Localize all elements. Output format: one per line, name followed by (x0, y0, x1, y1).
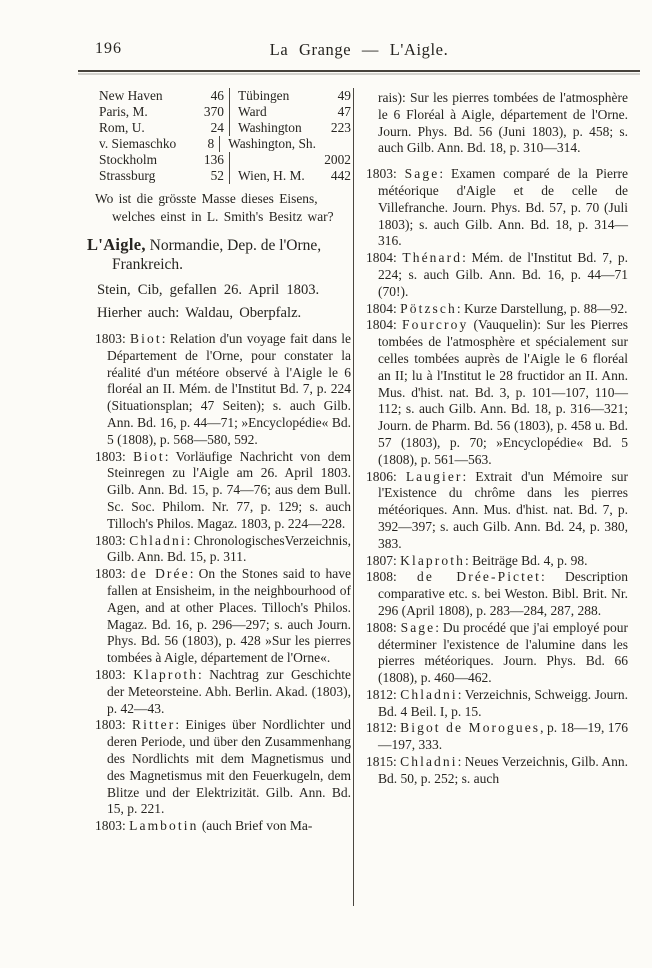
entry-text: Verzeichnis, Schweigg. Journ. Bd. 4 Beil. I, p. 15. (378, 686, 628, 719)
entry-author: de Drée-Pictet (417, 569, 541, 585)
entry-mid: : (439, 166, 451, 182)
entry-text: ChronologischesVerzeichnis, Gilb. Ann. Bd. 15, p. 311. (107, 532, 351, 565)
table-cell-name: Strassburg (99, 168, 156, 183)
table-row (95, 168, 351, 184)
entry-separator: : (122, 566, 131, 582)
table-cell-value: 442 (330, 168, 351, 183)
entry-text: p. 18—19, 176—197, 333. (378, 720, 628, 753)
entry-year: 1807 (366, 552, 393, 568)
table-cell-value (316, 136, 351, 152)
table-row (95, 120, 351, 136)
table-cell-name: v. Siemaschko (99, 136, 177, 151)
entry-author: Bigot de Morogues (400, 720, 541, 736)
entry-text: On the Stones said to have fallen at Ensisheim, in the neighbourhood of Agen, and at other Places. Tilloch's Philos. Magaz. Bd. 16, p. 296—297; s. auch Journ. Phys. Bd. 56 (1803), p. 428 »Sur les pierres tombées à Aigle, département de l'Orne«. (107, 566, 351, 666)
bibliography-entry (95, 331, 351, 449)
entry-year: 1803 (95, 448, 122, 464)
entry-separator: : (122, 818, 130, 834)
entry-text: Description comparative etc. s. bei Weston. Bibl. Brit. Nr. 296 (April 1808), p. 283—284, 287, 288. (378, 569, 628, 618)
entry-year: 1806 (366, 468, 393, 484)
table-cell-name: Paris, M. (99, 104, 148, 119)
bibliography-entry (366, 250, 628, 300)
bibliography-entry (366, 317, 628, 468)
entry-text: Kurze Darstellung, p. 88—92. (463, 300, 628, 316)
page-number: 196 (95, 40, 122, 57)
running-title: La Grange — L'Aigle. (269, 40, 449, 59)
table-cell-name: Rom, U. (99, 120, 145, 135)
entry-mid: : (462, 250, 472, 266)
entry-year: 1803 (95, 566, 122, 582)
header-rule (78, 70, 640, 72)
entry-text: Sur les Pierres tombées de l'atmosphère et spécialement sur celles tombées auprès de l'Aigle le 6 floréal an II; lu à l'Institut le 28 fructidor an II. Ann. Mus. d'hist. nat. Bd. 3, p. 101—107, 110—112; s. auch Gilb. Ann. Bd. 18, p. 316—321; Journ. de Pharm. Bd. 56 (1803), p. 458 u. Bd. 57 (1803), p. 70; »Encyclopédie« Bd. 5 (1808), p. 561—563. (378, 317, 628, 467)
entry-author: Lambotin (129, 818, 199, 834)
entry-year: 1812 (366, 686, 393, 702)
entry-separator: : (393, 300, 401, 316)
bibliography-entry (95, 667, 351, 717)
bibliography-entry (366, 553, 628, 570)
entry-mid: , (540, 720, 547, 736)
table-row (95, 104, 351, 120)
entry-text: Relation d'un voyage fait dans le Département de l'Orne, pour constater la réalité d'un météore observé à l'Aigle le 6 floréal an II. Mém. de l'Institut Bd. 7, p. 224 (Situationsplan; 47 Seiten); s. auch Gilb. Ann. Bd. 16, p. 44—71; »Encyclopédie« Bd. 5 (1808), p. 568—580, 592. (107, 331, 351, 447)
entry-separator: : (393, 317, 402, 333)
table-cell-value: 52 (197, 168, 230, 184)
entry-mid: : (175, 717, 186, 733)
entry-mid: : (464, 552, 473, 568)
entry-mid: : (186, 532, 194, 548)
entry-author: Thénard (402, 250, 463, 266)
bibliography-entry (366, 469, 628, 553)
entry-author: Klaproth (400, 552, 465, 568)
entry-author: Klaproth (133, 666, 199, 682)
entry-separator: : (122, 448, 134, 464)
table-cell-name (230, 152, 313, 168)
entry-year: 1803 (95, 818, 122, 834)
table-cell-name: Washington (238, 120, 302, 135)
entry-mid: : (457, 754, 465, 770)
locality-name: L'Aigle, (87, 235, 146, 254)
entry-text: Mém. de l'Institut Bd. 7, p. 224; s. auch Gilb. Ann. Bd. 16, p. 44—71 (70!). (378, 250, 628, 299)
entry-separator: : (122, 532, 130, 548)
column-divider (353, 88, 354, 906)
entry-author: Biot (133, 448, 165, 464)
entry-mid: : (161, 331, 170, 346)
bibliography-entry (366, 620, 628, 687)
entry-separator: : (393, 720, 401, 736)
entry-author: Ritter (131, 717, 176, 733)
entry-mid: (Vauquelin): (468, 317, 547, 333)
table-cell-value: 46 (197, 88, 230, 104)
entry-mid: : (456, 300, 464, 316)
entry-separator: : (393, 569, 418, 585)
entry-year: 1804 (366, 300, 393, 316)
entry-separator: : (122, 717, 132, 733)
entry-separator: : (393, 686, 401, 702)
entry-author: de Drée (130, 566, 190, 582)
entry-text: Examen comparé de la Pierre météorique d'Aigle et de celle de Villefranche. Journ. Phys. Bd. 57, p. 70 (Juli 1803); s. auch Gilb. Ann. Bd. 18, p. 314—316. (378, 166, 628, 249)
bibliography-entry (95, 717, 351, 818)
left-column (87, 88, 351, 835)
entry-text: Nachtrag zur Geschichte der Meteorsteine. Abh. Berlin. Akad. (1803), p. 42—43. (107, 666, 351, 716)
entry-mid: : (462, 468, 476, 484)
entry-year: 1803 (95, 666, 122, 682)
bibliography-entry (366, 166, 628, 250)
table-row (95, 136, 351, 152)
entry-year: 1803 (95, 532, 122, 548)
entry-mid: : (540, 569, 565, 585)
question-line: welches einst in L. Smith's Besitz war? (112, 208, 334, 224)
question-line: Wo ist die grösste Masse dieses Eisens, (95, 191, 318, 206)
table-row (95, 88, 351, 104)
table-cell-name: Tübingen (238, 88, 290, 103)
entry-text: Du procédé que j'ai employé pour déterminer l'existence de l'alumine dans les pierres météoriques. Journ. Phys. Bd. 66 (1808), p. 460—462. (378, 619, 628, 686)
right-entries (366, 166, 628, 787)
entry-mid: : (189, 566, 199, 582)
fall-description: Stein, Cib, gefallen 26. April 1803. (97, 282, 320, 298)
entry-text: Extrait d'un Mémoire sur l'Existence du chrôme dans les pierres météoriques. Ann. Mus. d'hist. nat. Bd. 7, p. 392—397; s. auch Gilb. Ann. Bd. 24, p. 380, 383. (378, 468, 628, 551)
bibliography-entry (366, 301, 628, 318)
table-question (95, 190, 351, 225)
entry-year: 1808 (366, 619, 393, 635)
entry-separator: : (122, 666, 134, 682)
entry-year: 1804 (366, 250, 393, 266)
entry-separator: : (393, 754, 401, 770)
entry-text: Neues Verzeichnis, Gilb. Ann. Bd. 50, p. 252; s. auch (378, 754, 628, 786)
locality-region: Normandie, Dep. de l'Orne, (145, 237, 322, 254)
table-cell-name: Ward (238, 104, 267, 119)
entry-text: Vorläufige Nachricht von dem Steinregen zu l'Aigle am 26. April 1803. Gilb. Ann. Bd. 15, p. 74—76; aus dem Bull. Sc. Soc. Philom. Nr. 77, p. 129; s. auch Tilloch's Philos. Magaz. 1803, p. 224—228. (107, 448, 351, 531)
table-cell-value: 2002 (324, 152, 351, 167)
entry-mid: : (164, 448, 176, 464)
table-cell-name: Wien, H. M. (238, 168, 305, 183)
bibliography-entry (366, 754, 628, 788)
entry-year: 1812 (366, 720, 393, 736)
bibliography-entry (95, 566, 351, 667)
entry-author: Chladni (400, 686, 458, 702)
entry-text: Beiträge Bd. 4, p. 98. (472, 552, 588, 568)
table-row (95, 152, 351, 168)
section-heading (87, 235, 351, 255)
table-cell-value: 49 (337, 88, 351, 103)
bibliography-entry (95, 818, 351, 835)
entry-year: 1815 (366, 754, 393, 770)
entry-separator: : (393, 619, 401, 635)
table-cell-value: 24 (197, 120, 230, 136)
entry-author: Laugier (405, 468, 463, 484)
entry-year: 1803 (95, 331, 122, 346)
bibliography-entry (95, 533, 351, 567)
entry-separator: : (393, 552, 401, 568)
bibliography-entry (366, 569, 628, 619)
mass-table (95, 88, 351, 184)
entry-year: 1804 (366, 317, 393, 333)
entry-year: 1808 (366, 569, 393, 585)
entry-continuation: rais): Sur les pierres tombées de l'atmosphère le 6 Floréal à Aigle, département de l'Orne. Journ. Phys. Bd. 56 (Juni 1803), p. 458; s. auch Gilb. Ann. Bd. 18, p. 310—314. (378, 90, 628, 156)
entry-separator: : (393, 468, 406, 484)
table-cell-value: 136 (197, 152, 230, 168)
entry-author: Biot (130, 331, 162, 346)
entry-text: Einiges über Nordlichter und deren Periode, und über den Zusammenhang des Nordlichts mit dem Magnetismus und des Magnetismus mit den Feuerkugeln, dem Blitze und der Elektrizität. Gilb. Ann. Bd. 15, p. 221. (107, 717, 351, 817)
right-column (366, 90, 628, 788)
entry-year: 1803 (95, 717, 122, 733)
table-cell-value: 8 (189, 136, 220, 152)
entry-mid: : (457, 686, 465, 702)
table-cell-name: Washington, Sh. (228, 136, 316, 151)
entry-separator: : (122, 331, 131, 346)
bibliography-entry (366, 687, 628, 721)
table-cell-name: New Haven (99, 88, 163, 103)
bibliography-entry (95, 449, 351, 533)
entry-author: Sage (400, 619, 436, 635)
table-cell-value: 47 (337, 104, 351, 119)
entry-separator: : (393, 250, 403, 266)
table-cell-name: Stockholm (99, 152, 158, 167)
entry-text: (auch Brief von Ma- (201, 818, 313, 834)
entry-author: Sage (404, 166, 440, 182)
entry-separator: : (393, 166, 405, 182)
bibliography-entry (366, 720, 628, 754)
entry-author: Chladni (129, 532, 187, 548)
see-also-line: Hierher auch: Waldau, Oberpfalz. (97, 305, 302, 321)
table-cell-value: 223 (330, 120, 351, 135)
entry-mid: : (435, 619, 443, 635)
entry-author: Pötzsch (400, 300, 457, 316)
entry-author: Chladni (400, 754, 458, 770)
left-entries (95, 331, 351, 835)
entry-author: Fourcroy (402, 317, 469, 333)
section-heading-line2: Frankreich. (112, 256, 184, 273)
table-cell-value: 370 (197, 104, 230, 120)
entry-year: 1803 (366, 166, 393, 182)
entry-mid: : (198, 666, 210, 682)
